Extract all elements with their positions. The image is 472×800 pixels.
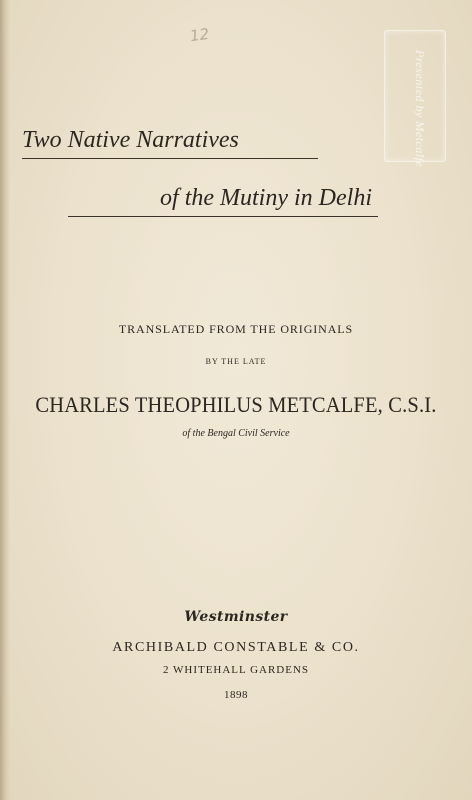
imprint-place: Westminster [184,609,288,625]
title-line-2: of the Mutiny in Delhi [68,182,378,217]
author-name: CHARLES THEOPHILUS METCALFE, C.S.I. [35,392,437,417]
pencil-mark: 12 [188,24,211,46]
blind-stamp-text: Presented by Metcalfe [413,50,427,168]
title-line-1: Two Native Narratives [22,124,318,159]
binding-gutter [0,0,10,800]
publisher-address: 2 WHITEHALL GARDENS [162,664,310,676]
publication-year: 1898 [224,689,248,701]
author-service: of the Bengal Civil Service [182,428,290,439]
by-the-late-line: BY THE LATE [205,357,267,366]
publisher-name: ARCHIBALD CONSTABLE & CO. [112,640,360,655]
translated-line: TRANSLATED FROM THE ORIGINALS [118,322,354,336]
